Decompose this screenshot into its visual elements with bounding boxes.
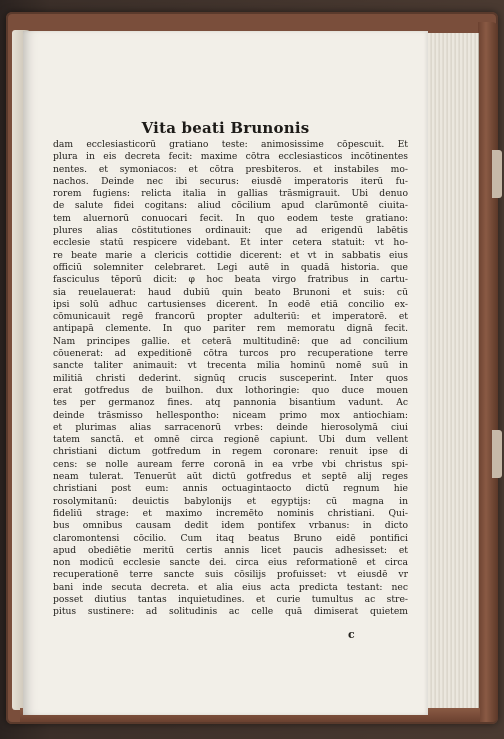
text-line: et plurimas alias sarracenorū vrbes: deinde hierosolymā ciui (53, 421, 408, 433)
text-line: christiani post eum: annis octuagintaocto dictū regnum hie (53, 483, 408, 495)
book-cover-fore-edge (478, 22, 498, 722)
text-line: non modicū ecclesie sancte dei. circa eius reformationē et circa (53, 557, 408, 569)
book-page (23, 31, 428, 715)
text-line: nachos. Deinde nec ibi securus: eiusdē imperatoris iterū fu- (53, 175, 408, 187)
text-line: officiū solemniter celebraret. Legi autē in quadā historia. que (53, 261, 408, 273)
text-line: antipapā clemente. In quo pariter rem memoratu dignā fecit. (53, 323, 408, 335)
text-line: tatem sanctā. et omnē circa regionē capiunt. Ubi dum vellent (53, 434, 408, 446)
text-line: plura in eis decreta fecit: maxime cōtra ecclesiasticos incōtinentes (53, 151, 408, 163)
running-title: Vita beati Brunonis (141, 119, 310, 137)
page-text (53, 139, 408, 619)
text-line: christiani dictum gotfredum in regem coronare: renuit ipse di (53, 446, 408, 458)
text-line: tes per germanoz fines. atq pannonia bisantium vadunt. Ac (53, 397, 408, 409)
text-line: bus omnibus causam dedit idem pontifex vrbanus: in dicto (53, 520, 408, 532)
text-line: cens: se nolle auream ferre coronā in ea vrbe vbi christus spi- (53, 458, 408, 470)
text-line: ecclesie statū respicere videbant. Et inter cetera statuit: vt ho- (53, 237, 408, 249)
text-line: pitus sustinere: ad solitudinis ac celle quā dimiserat quietem (53, 606, 408, 618)
text-line: nentes. et symoniacos: et cōtra presbiteros. et instabiles mo- (53, 163, 408, 175)
text-line: recuperationē terre sancte suis cōsilijs profuisset: vt eiusdē vr (53, 569, 408, 581)
text-line: dam ecclesiasticorū gratiano teste: animosissime cōpescuit. Et (53, 139, 408, 150)
text-line: bani inde secuta decreta. et alia eius acta predicta testant: nec (53, 581, 408, 593)
text-line: cōmunicauit regē francorū propter adulteriū: et imperatorē. et (53, 311, 408, 323)
text-line: de salute fidei cogitans: aliud cōcilium apud clarūmontē ciuita- (53, 200, 408, 212)
text-line: Nam principes gallie. et ceterā multitudinē: que ad concilium (53, 335, 408, 347)
text-line: fideliū strage: et maximo incremēto nominis christiani. Qui- (53, 507, 408, 519)
text-line: deinde trāsmisso hellespontho: niceam primo mox antiochiam: (53, 409, 408, 421)
text-line: erat gotfredus de builhon. dux lothoringie: quo duce mouen (53, 384, 408, 396)
text-line: sia reuelauerat: haud dubiū quin beato Brunoni et suis: cū (53, 286, 408, 298)
text-line: re beate marie a clericis cottidie dicerent: et vt in sabbatis eius (53, 249, 408, 261)
text-line: apud obediētie meritū certis annis licet paucis adhesisset: et (53, 544, 408, 556)
text-line: claromontensi cōcilio. Cum itaq beatus Bruno eidē pontifici (53, 532, 408, 544)
text-line: rorem fugiens: relicta italia in gallias trāsmigrauit. Ubi denuo (53, 188, 408, 200)
text-line: neam tulerat. Tenuerūt aūt dictū gotfredus et septē alij reges (53, 471, 408, 483)
text-line: tem aluernorū conuocari fecit. In quo eodem teste gratiano: (53, 212, 408, 224)
text-line: fasciculus tēporū dicit: φ hoc beata virgo fratribus in cartu- (53, 274, 408, 286)
text-line: rosolymitanū: deuictis babylonijs et egyptijs: cū magna in (53, 495, 408, 507)
text-line: sancte taliter animauit: vt trecenta milia hominū nomē suū in (53, 360, 408, 372)
text-line: posset diutius tantas inquietudines. et curie tumultus ac stre- (53, 593, 408, 605)
signature-mark: c (348, 628, 355, 641)
page-marker-tab (492, 150, 502, 198)
page-stack-edges (428, 33, 479, 711)
page-marker-tab (492, 430, 502, 478)
text-line: plures alias cōstitutiones ordinauit: que ad erigendū labētis (53, 225, 408, 237)
text-line: cōuenerat: ad expeditionē cōtra turcos pro recuperatione terre (53, 348, 408, 360)
text-line: militiā christi dederint. signūq crucis susceperint. Inter quos (53, 372, 408, 384)
text-line: ipsi solū adhuc cartusienses dicerent. In eodē etiā concilio ex- (53, 298, 408, 310)
